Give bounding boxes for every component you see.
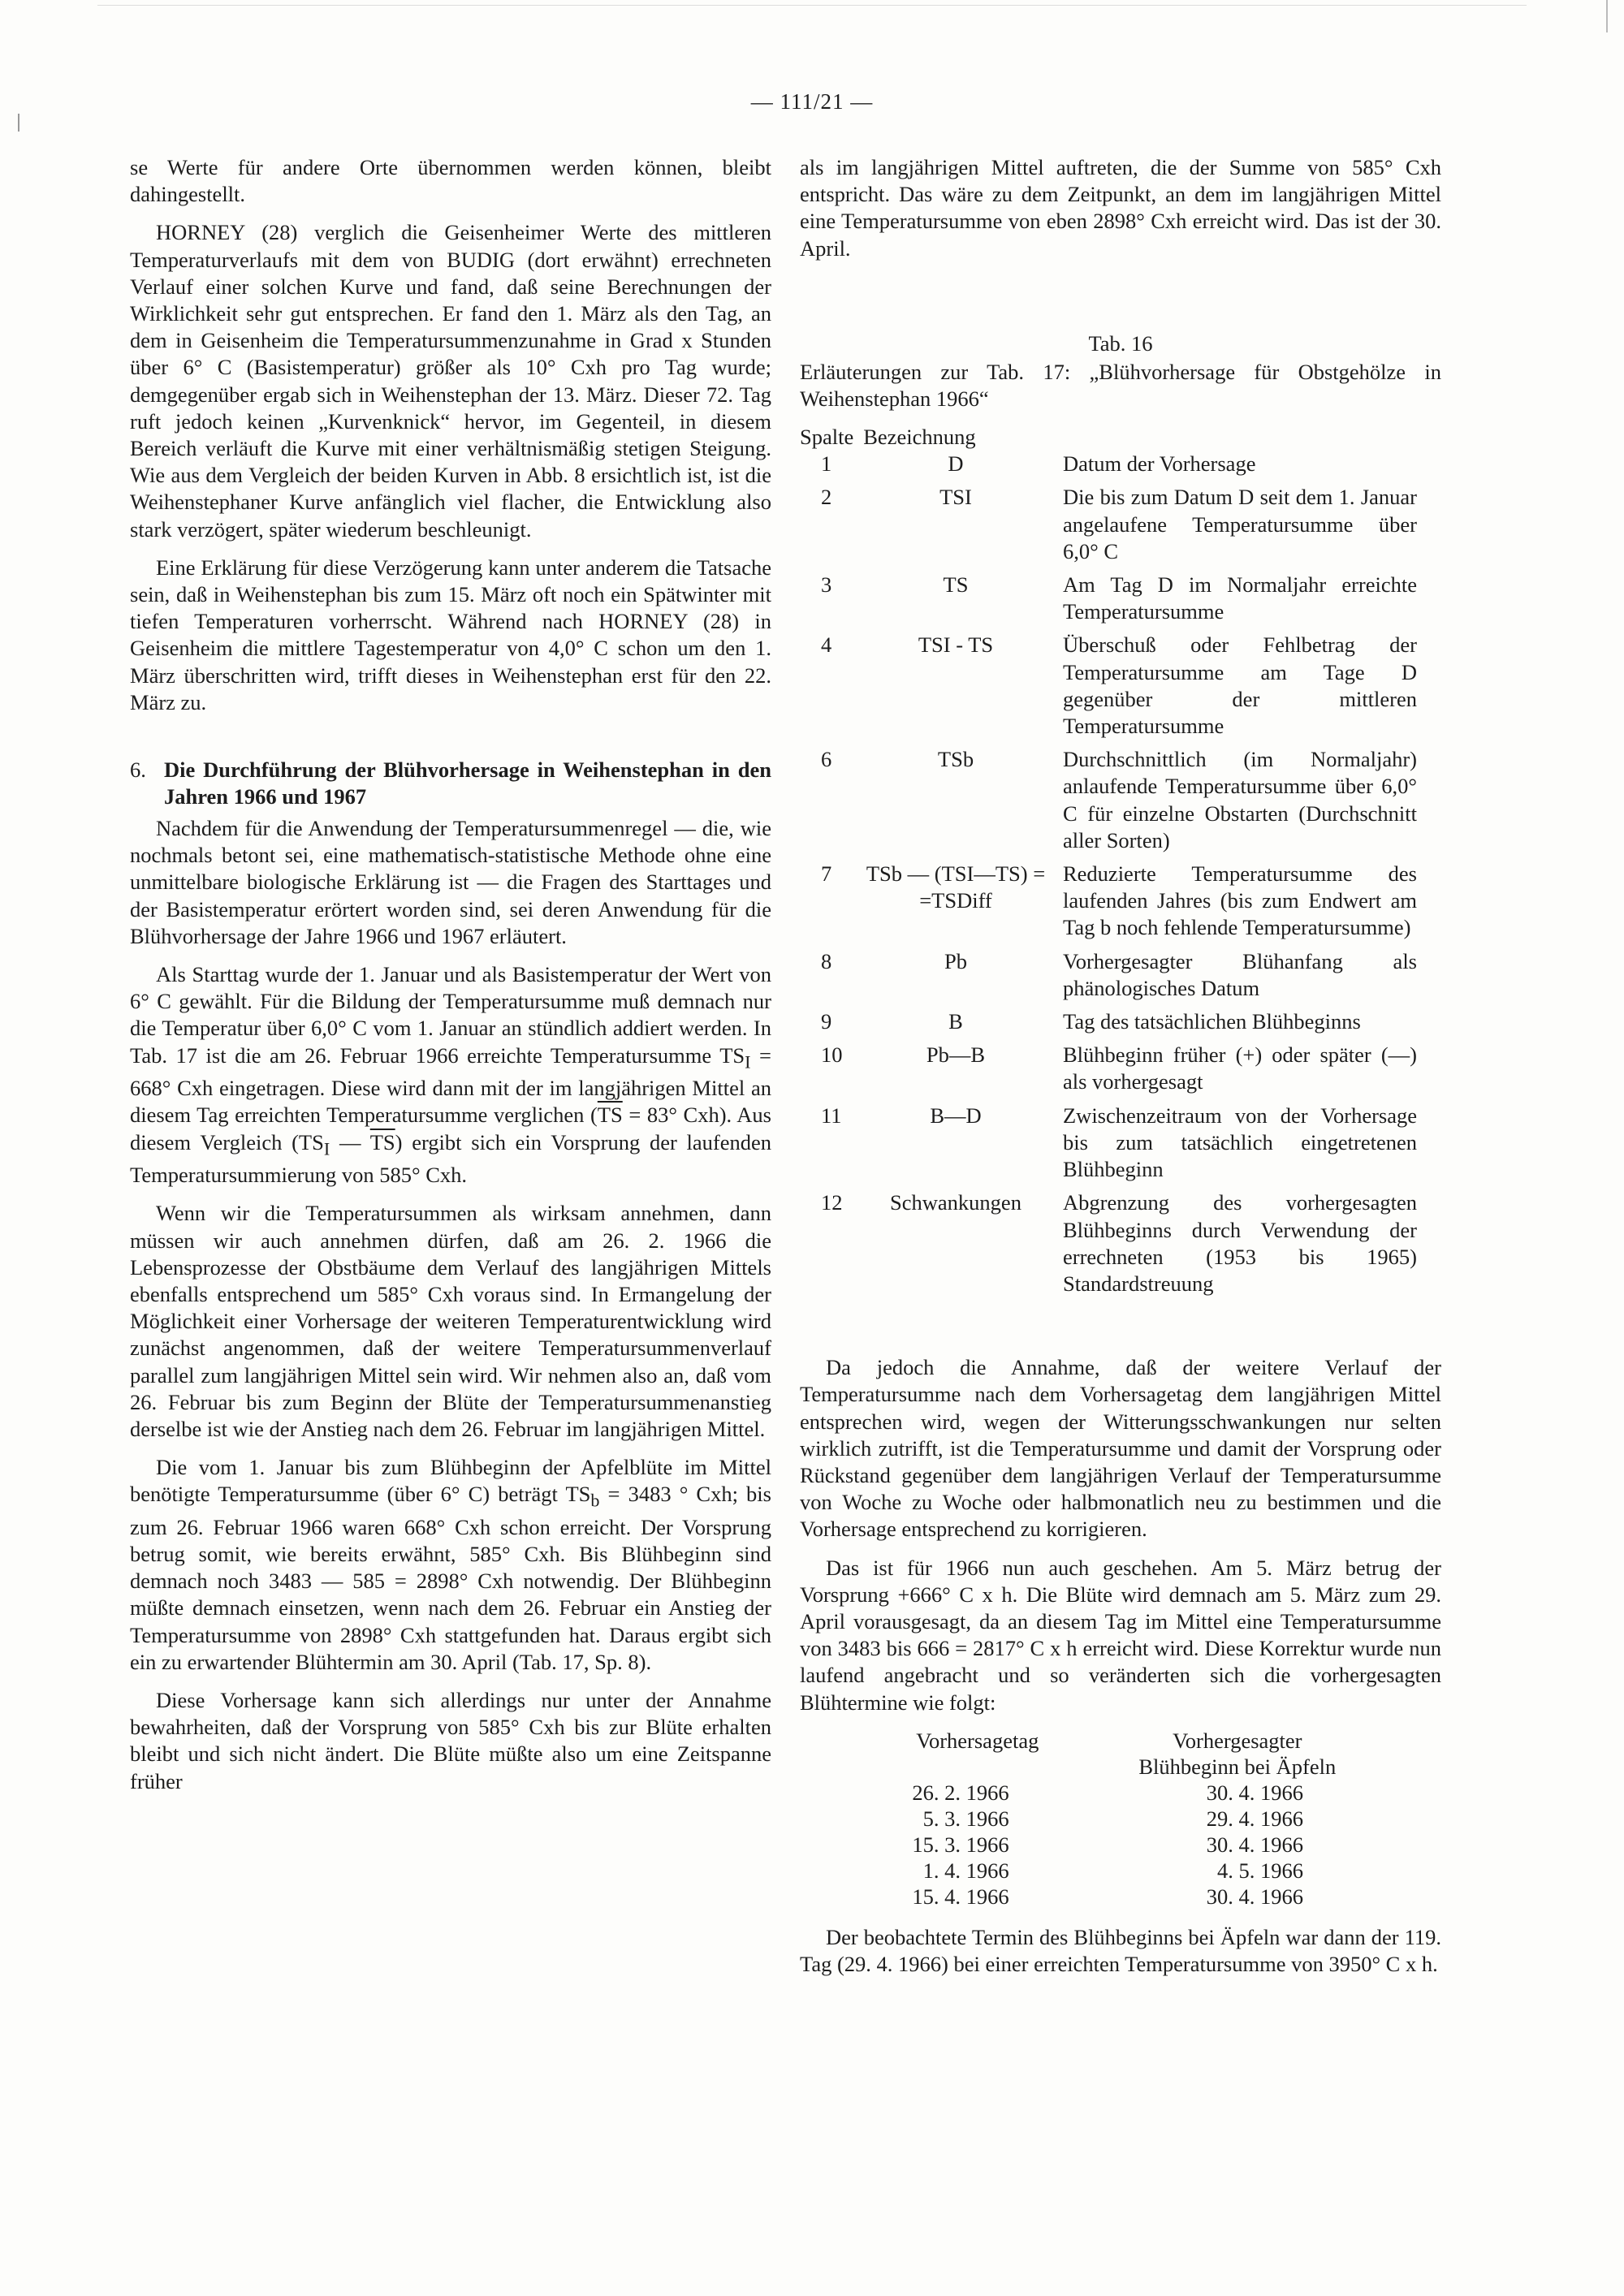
legend-col-number: 10 <box>821 1042 843 1068</box>
section-number: 6. <box>130 757 146 783</box>
legend-col-number: 6 <box>821 747 832 772</box>
left-column <box>130 154 771 1806</box>
legend-col-description: Abgrenzung des vorhergesagten Blühbeginns durch Verwendung der errechneten (1953 bis 1965) Standardstreuung <box>1063 1190 1417 1296</box>
legend-col-symbol: B—D <box>930 1103 982 1128</box>
forecast-row <box>849 1858 1368 1884</box>
paragraph: Diese Vorhersage kann sich allerdings nur unter der Annahme bewahrheiten, daß der Vorsprung von 585° Cxh bis zur Blüte erhalten bleibt und sich nicht ändert. Die Blüte müßte also um eine Zeitspanne früher <box>130 1688 771 1793</box>
overlined-symbol: $\overline{TS}$ <box>597 1103 623 1128</box>
legend-col-symbol: TSI - TS <box>918 632 994 658</box>
legend-col-symbol: Schwankungen <box>890 1190 1021 1215</box>
text-run: = 83° Cxh). Aus diesem Vergleich (TS <box>130 1103 771 1154</box>
forecast-row <box>849 1884 1368 1910</box>
legend-header-label: Bezeichnung <box>863 425 976 450</box>
legend-header-column: Spalte <box>800 425 854 450</box>
paragraph: Wenn wir die Temperatursummen als wirksam annehmen, dann müssen wir auch annehmen dürfen, daß am 26. 2. 1966 die Lebensprozesse der Obstbäume dem Verlauf des langjährigen Mittels ebenfalls entsprechend um 585° Cxh voraus sind. In Ermangelung der Möglichkeit einer Vorhersage der weiteren Temperaturentwicklung wird zunächst angenommen, daß der weitere Temperatursummenverlauf parallel zum langjährigen Mittel sein wird. Wir nehmen also an, daß vom 26. Februar bis zum Beginn der Blüte der Temperatursummenanstieg derselbe ist wie der Anstieg nach dem 26. Februar im langjährigen Mittel. <box>130 1201 771 1441</box>
legend-col-number: 1 <box>821 451 832 477</box>
legend-header <box>800 424 1441 451</box>
paragraph <box>130 961 771 1189</box>
paragraph: Nachdem für die Anwendung der Temperatursummenregel — die, wie nochmals betont sei, eine mathematisch-statistische Methode ohne eine unmittelbare biologische Erklärung ist — die Fragen des Starttages und der Basistemperatur erörtert worden sind, sei deren Anwendung für die Blühvorhersage der Jahre 1966 und 1967 erläutert. <box>130 816 771 948</box>
legend-col-description: Tag des tatsächlichen Blühbeginns <box>1063 1009 1361 1034</box>
legend-col-description: Die bis zum Datum D seit dem 1. Januar angelaufene Temperatursumme über 6,0° C <box>1063 485 1417 563</box>
forecast-row <box>849 1806 1368 1832</box>
table-caption: Erläuterungen zur Tab. 17: „Blühvorhersage für Obstgehölze in Weihenstephan 1966“ <box>800 360 1441 412</box>
forecast-day: 26. 2. 1966 <box>912 1780 1009 1805</box>
forecast-rows <box>849 1780 1368 1910</box>
legend-rows <box>800 451 1441 1297</box>
paragraph: Der beobachtete Termin des Blühbeginns bei Äpfeln war dann der 119. Tag (29. 4. 1966) bei einer erreichten Temperatursumme von 3950° C x h. <box>800 1924 1441 1976</box>
legend-row <box>800 572 1441 625</box>
paragraph: Das ist für 1966 nun auch geschehen. Am 5. März betrug der Vorsprung +666° C x h. Die Blüte wird demnach am 5. März zum 29. April vorausgesagt, da an diesem Tag im Mittel eine Temperatursumme von 3483 bis 666 = 2817° C x h erreicht wird. Diese Korrektur wurde nun laufend angebracht und so veränderten sich die vorhergesagten Blühtermine wie folgt: <box>800 1555 1441 1715</box>
subscript: I <box>323 1137 330 1159</box>
paragraph: Eine Erklärung für diese Verzögerung kann unter anderem die Tatsache sein, daß in Weihenstephan bis zum 15. März oft noch ein Spätwinter mit tiefen Temperaturen vorherrscht. Während nach HORNEY (28) in Geisenheim die mittlere Tagestemperatur von 4,0° C schon um den 1. März überschritten wird, trifft dieses in Weihenstephan erst für den 22. März zu. <box>130 555 771 714</box>
legend-row <box>800 948 1441 1002</box>
legend-row <box>800 1042 1441 1095</box>
forecast-header-empty <box>849 1754 1107 1780</box>
legend-col-number: 4 <box>821 632 832 658</box>
text-run: = 668° Cxh eingetragen. Diese wird dann mit der im langjährigen Mittel an diesem Tag erreichten Temperatursumme verglichen ( <box>130 1042 772 1128</box>
text-run: — <box>330 1129 370 1154</box>
section-title: Die Durchführung der Blühvorhersage in Weihenstephan in den Jahren 1966 und 1967 <box>164 757 771 809</box>
legend-col-description: Zwischenzeitraum von der Vorhersage bis zum tatsächlich eingetretenen Blühbeginn <box>1063 1103 1417 1182</box>
after-legend <box>800 1354 1441 1978</box>
legend-row <box>800 1103 1441 1184</box>
paragraph <box>130 1454 771 1676</box>
paragraph: als im langjährigen Mittel auftreten, die der Summe von 585° Cxh entspricht. Das wäre zu dem Zeitpunkt, an dem im langjährigen Mittel eine Temperatursumme von eben 2898° Cxh erreicht wird. Das ist der 30. April. <box>800 155 1441 261</box>
forecast-header-row <box>849 1754 1368 1780</box>
legend-row <box>800 1189 1441 1297</box>
forecast-bloom: 29. 4. 1966 <box>1206 1806 1303 1831</box>
legend-col-symbol: TSI <box>939 485 972 510</box>
forecast-table <box>849 1728 1368 1910</box>
forecast-bloom: 30. 4. 1966 <box>1206 1832 1303 1857</box>
legend-row <box>800 746 1441 854</box>
forecast-day: 1. 4. 1966 <box>922 1858 1009 1883</box>
legend-row <box>800 861 1441 942</box>
forecast-bloom: 4. 5. 1966 <box>1217 1858 1303 1883</box>
forecast-header-day: Vorhersagetag <box>916 1728 1039 1753</box>
subscript: b <box>590 1490 600 1511</box>
legend-col-symbol: Pb <box>944 948 967 973</box>
legend-col-description: Blühbeginn früher (+) oder später (—) als vorhergesagt <box>1063 1042 1417 1094</box>
forecast-row <box>849 1832 1368 1858</box>
right-column <box>800 154 1441 1989</box>
scan-artifact-left <box>18 114 19 132</box>
forecast-bloom: 30. 4. 1966 <box>1206 1780 1303 1805</box>
scan-artifact-top <box>97 5 1527 6</box>
forecast-row <box>849 1780 1368 1806</box>
text-run: Als Starttag wurde der 1. Januar und als Basistemperatur der Wert von 6° C gewählt. Für die Bildung der Temperatursumme muß demnach nur die Temperatur über 6,0° C vom 1. Januar an stündlich addiert werden. In Tab. 17 ist die am 26. Februar 1966 erreichte Temperatursumme TS <box>130 962 771 1068</box>
legend-col-number: 7 <box>821 861 832 887</box>
legend-row <box>800 632 1441 740</box>
forecast-header-bloom-sub: Blühbeginn bei Äpfeln <box>1138 1754 1337 1779</box>
legend-col-number: 3 <box>821 572 832 598</box>
table-title: Tab. 16 <box>1088 330 1153 356</box>
paragraph: HORNEY (28) verglich die Geisenheimer Werte des mittleren Temperaturverlaufs mit dem von BUDIG (dort erwähnt) errechneten Verlauf einer solchen Kurve und fand, daß seine Berechnungen der Wirklichkeit sehr gut entsprechen. Er fand den 1. März als den Tag, an dem in Geisenheim die Temperatursummenzunahme in Grad x Stunden über 6° C (Basistemperatur) größer als 10° Cxh pro Tag wurde; demgegenüber ergab sich in Weihenstephan der 13. März. Dieser 72. Tag ruft jedoch keinen „Kurvenknick“ hervor, im Gegenteil, in diesem Bereich verläuft die Kurve mit einer verhältnismäßig stetigen Steigung. Wie aus dem Vergleich der beiden Kurven in Abb. 8 ersichtlich ist, ist die Weihenstephaner Kurve anfänglich viel flacher, die Entwicklung also stark verzögert, später wiederum beschleunigt. <box>130 220 771 542</box>
forecast-header-bloom: Vorhergesagter <box>1173 1728 1302 1753</box>
legend-col-number: 11 <box>821 1103 842 1128</box>
legend-row <box>800 1008 1441 1035</box>
legend-col-symbol: TS <box>943 572 969 598</box>
overlined-symbol: $\overline{TS}$ <box>369 1129 395 1154</box>
paragraph: se Werte für andere Orte übernommen werden können, bleibt dahingestellt. <box>130 155 771 207</box>
forecast-bloom: 30. 4. 1966 <box>1206 1884 1303 1909</box>
legend-col-description: Datum der Vorhersage <box>1063 451 1256 477</box>
forecast-day: 15. 3. 1966 <box>912 1832 1009 1857</box>
text-run: Die vom 1. Januar bis zum Blühbeginn der Apfelblüte im Mittel benötigte Temperatursumme (über 6° C) beträgt TS <box>130 1455 771 1507</box>
legend-table <box>800 424 1441 1297</box>
legend-col-description: Überschuß oder Fehlbetrag der Temperatursumme am Tage D gegenüber der mittleren Temperatursumme <box>1063 632 1417 739</box>
legend-col-symbol: TSb — (TSI—TS) = =TSDiff <box>866 861 1046 913</box>
text-run: ) ergibt sich ein Vorsprung der laufenden Temperatursummierung von 585° Cxh. <box>130 1129 772 1188</box>
legend-col-number: 12 <box>821 1190 843 1215</box>
legend-col-description: Durchschnittlich (im Normaljahr) anlaufende Temperatursumme über 6,0° C für einzelne Obstarten (Durchschnitt aller Sorten) <box>1063 747 1417 852</box>
paragraph: Da jedoch die Annahme, daß der weitere Verlauf der Temperatursumme nach dem Vorhersagetag dem langjährigen Mittel entsprechen wird, wegen der Witterungsschwankungen nur selten wirklich zutrifft, ist die Temperatursumme und damit der Vorsprung oder Rückstand gegenüber dem langjährigen Verlauf der Temperatursumme von Woche zu Woche oder halbmonatlich neu zu bestimmen und die Vorhersage entsprechend zu korrigieren. <box>800 1355 1441 1542</box>
section-heading <box>130 757 771 810</box>
legend-col-number: 8 <box>821 948 832 973</box>
legend-col-symbol: TSb <box>937 747 974 772</box>
legend-col-symbol: Pb—B <box>926 1042 986 1068</box>
legend-row <box>800 484 1441 565</box>
forecast-day: 15. 4. 1966 <box>912 1884 1009 1909</box>
page-number: — 111/21 — <box>750 89 874 114</box>
legend-col-description: Reduzierte Temperatursumme des laufenden Jahres (bis zum Endwert am Tag b noch fehlende Temperatursumme) <box>1063 861 1417 940</box>
forecast-header-row <box>849 1728 1368 1754</box>
subscript: I <box>745 1051 751 1072</box>
legend-col-number: 9 <box>821 1009 832 1034</box>
legend-col-symbol: D <box>948 451 964 477</box>
legend-row <box>800 451 1441 477</box>
text-run: = 3483 ° Cxh; bis zum 26. Februar 1966 waren 668° Cxh schon erreicht. Der Vorsprung betrug somit, wie bereits erwähnt, 585° Cxh. Bis Blühbeginn sind demnach noch 3483 — 585 = 2898° Cxh notwendig. Der Blühbeginn müßte demnach einsetzen, wenn nach dem 26. Februar ein Anstieg der Temperatursumme von 2898° Cxh stattgefunden hat. Daraus ergibt sich ein zu erwartender Blühtermin am 30. April (Tab. 17, Sp. 8). <box>130 1482 771 1674</box>
legend-col-description: Vorhergesagter Blühanfang als phänologisches Datum <box>1063 948 1417 1000</box>
scan-artifact-right <box>1606 0 1608 32</box>
forecast-day: 5. 3. 1966 <box>922 1806 1009 1831</box>
legend-col-symbol: B <box>948 1009 963 1034</box>
legend-col-number: 2 <box>821 485 832 510</box>
legend-col-description: Am Tag D im Normaljahr erreichte Temperatursumme <box>1063 572 1417 624</box>
